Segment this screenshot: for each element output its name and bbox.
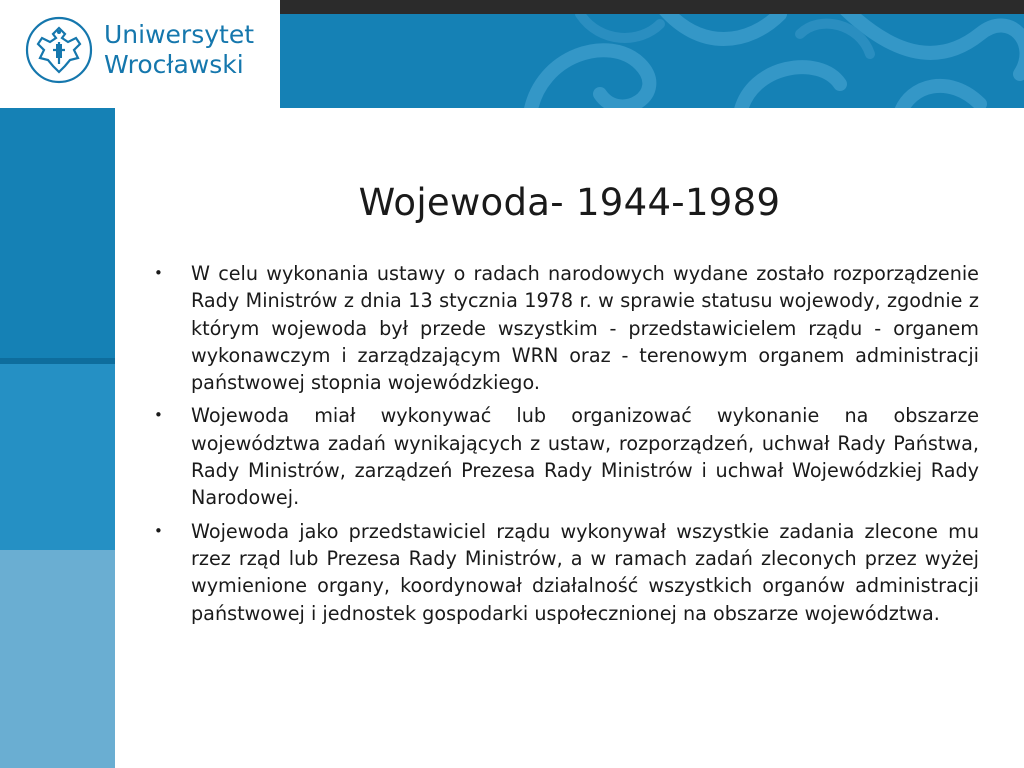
bullet-marker: • <box>154 264 163 282</box>
bullet-list <box>150 260 979 627</box>
slide-body <box>150 260 979 633</box>
header-swirl-pattern <box>280 14 1024 108</box>
top-dark-bar <box>280 0 1024 14</box>
header-decorative-band <box>280 14 1024 108</box>
list-item <box>150 260 979 396</box>
bullet-text: Wojewoda jako przedstawiciel rządu wykonywał wszystkie zadania zlecone mu rzez rząd lub Prezesa Rady Ministrów, a w ramach zadań zleconych przez wyżej wymienione organy, koordynował działalność wszystkich organów administracji państwowej i jednostek gospodarki uspołecznionej na obszarze województwa. <box>191 519 979 625</box>
bullet-marker: • <box>154 521 163 540</box>
side-strip-middle <box>0 364 115 550</box>
university-logo <box>0 0 280 108</box>
bullet-text: Wojewoda miał wykonywać lub organizować wykonanie na obszarze województwa zadań wynikających z ustaw, rozporządzeń, uchwał Rady Państwa, Rady Ministrów, zarządzeń Prezesa Rady Ministrów i uchwał Wojewódzkiej Rady Narodowej. <box>191 404 979 510</box>
bullet-text: W celu wykonania ustawy o radach narodowych wydane zostało rozporządzenie Rady Ministrów z dnia 13 stycznia 1978 r. w sprawie statusu wojewody, zgodnie z którym wojewoda był przede wszystkim - przedstawicielem rządu - organem wykonawczym i zarządzającym WRN oraz - terenowym organem administracji państwowej stopnia wojewódzkiego. <box>191 262 979 395</box>
eagle-emblem-icon <box>20 14 98 86</box>
bullet-marker: • <box>154 406 163 425</box>
university-name <box>104 20 254 80</box>
university-name-line2: Wrocławski <box>104 50 244 79</box>
university-name-line1: Uniwersytet <box>104 20 254 49</box>
slide-title: Wojewoda- 1944-1989 <box>358 180 781 224</box>
list-item <box>150 402 979 511</box>
list-item <box>150 518 979 627</box>
side-strip-top <box>0 108 115 358</box>
side-strip-bottom <box>0 550 115 768</box>
